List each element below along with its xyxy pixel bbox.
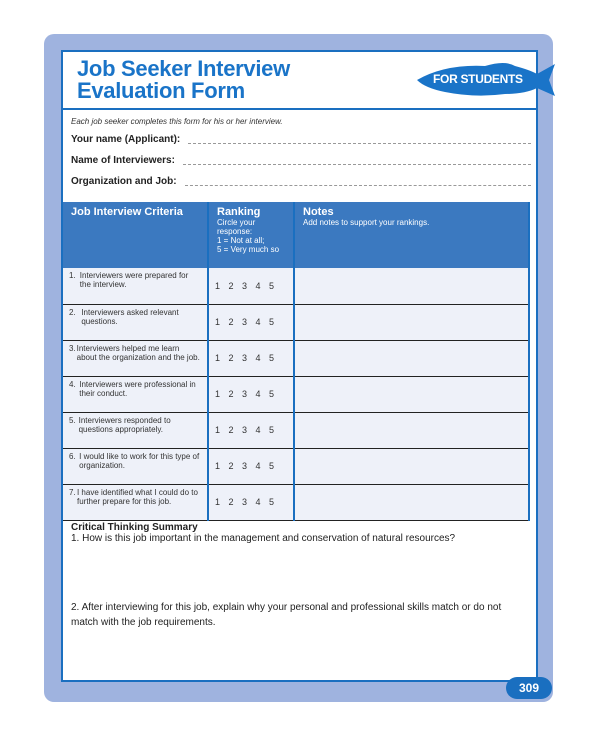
criteria-number: 5. [69,415,76,425]
ranking-scale[interactable]: 1 2 3 4 5 [208,340,294,376]
field-line[interactable] [185,176,531,186]
notes-cell[interactable] [294,448,529,484]
criteria-number: 6. [69,451,76,461]
criteria-text: Interviewers responded to questions appropriately. [78,415,171,434]
ranking-instructions: Circle your response: [217,218,256,236]
ranking-scale[interactable]: 1 2 3 4 5 [208,412,294,448]
criteria-cell [63,340,208,376]
ranking-header-label: Ranking [217,206,261,218]
criteria-number: 4. [69,379,76,389]
table-row [63,376,529,412]
notes-header [294,202,529,268]
notes-header-label: Notes [303,206,334,218]
interviewers-field[interactable] [71,155,531,166]
ranking-scale[interactable]: 1 2 3 4 5 [208,376,294,412]
ranking-scale-high: 5 = Very much so [217,245,280,254]
title-line-1: Job Seeker Interview [77,56,290,81]
criteria-text: I have identified what I could do to further prepare for this job. [76,487,198,506]
criteria-table [63,202,530,521]
organization-field[interactable] [71,176,531,187]
notes-cell[interactable] [294,304,529,340]
ranking-scale[interactable]: 1 2 3 4 5 [208,304,294,340]
for-students-badge: FOR STUDENTS [433,72,523,86]
ranking-scale-low: 1 = Not at all; [217,236,265,245]
footer [0,652,600,672]
criteria-text: Interviewers were professional in their conduct. [79,379,196,398]
criteria-header [63,202,208,268]
criteria-text: Interviewers helped me learn about the organization and the job. [76,343,200,362]
criteria-number: 7. [69,487,76,497]
applicant-name-field[interactable] [71,134,531,145]
ranking-header [208,202,294,268]
criteria-text: Interviewers were prepared for the interview. [79,271,189,289]
ranking-scale[interactable]: 1 2 3 4 5 [208,448,294,484]
page-number: 309 [506,677,552,699]
ranking-scale[interactable]: 1 2 3 4 5 [208,484,294,520]
table-row [63,304,529,340]
criteria-text: I would like to work for this type of organization. [79,451,200,470]
field-line[interactable] [183,155,531,165]
criteria-cell [63,484,208,520]
notes-cell[interactable] [294,268,529,304]
criteria-cell [63,448,208,484]
criteria-cell [63,412,208,448]
footer-title: Working for Wildlife [252,652,348,663]
notes-cell[interactable] [294,340,529,376]
notes-cell[interactable] [294,412,529,448]
notes-instructions: Add notes to support your rankings. [303,218,430,227]
field-label: Name of Interviewers: [71,155,175,166]
notes-cell[interactable] [294,484,529,520]
summary-question-2: 2. After interviewing for this job, explain why your personal and professional skills match or do not match with the job requirements. [71,602,502,628]
intro-text: Each job seeker completes this form for his or her interview. [71,117,283,126]
criteria-cell [63,304,208,340]
summary-question-1: 1. How is this job important in the management and conservation of natural resources? [71,533,456,544]
title-line-2: Evaluation Form [77,78,245,103]
field-label: Your name (Applicant): [71,134,181,145]
field-label: Organization and Job: [71,176,177,187]
summary-title: Critical Thinking Summary [71,522,198,533]
critical-thinking-summary [71,522,531,630]
criteria-number: 3. [69,343,76,353]
criteria-cell [63,268,208,304]
criteria-cell [63,376,208,412]
table-row [63,268,529,304]
page-title [77,58,290,102]
table-row [63,340,529,376]
table-row [63,412,529,448]
criteria-number: 1. [69,271,76,280]
notes-cell[interactable] [294,376,529,412]
criteria-number: 2. [69,307,76,317]
table-row [63,484,529,520]
footer-subtitle: Aquatic WILD K–12 Curriculum and Activity Guide [216,663,384,672]
form-sheet [61,50,538,682]
form-header [63,52,536,110]
field-line[interactable] [188,134,531,144]
criteria-header-label: Job Interview Criteria [71,206,183,218]
ranking-scale[interactable]: 1 2 3 4 5 [208,268,294,304]
table-row [63,448,529,484]
criteria-text: Interviewers asked relevant questions. [81,307,179,326]
